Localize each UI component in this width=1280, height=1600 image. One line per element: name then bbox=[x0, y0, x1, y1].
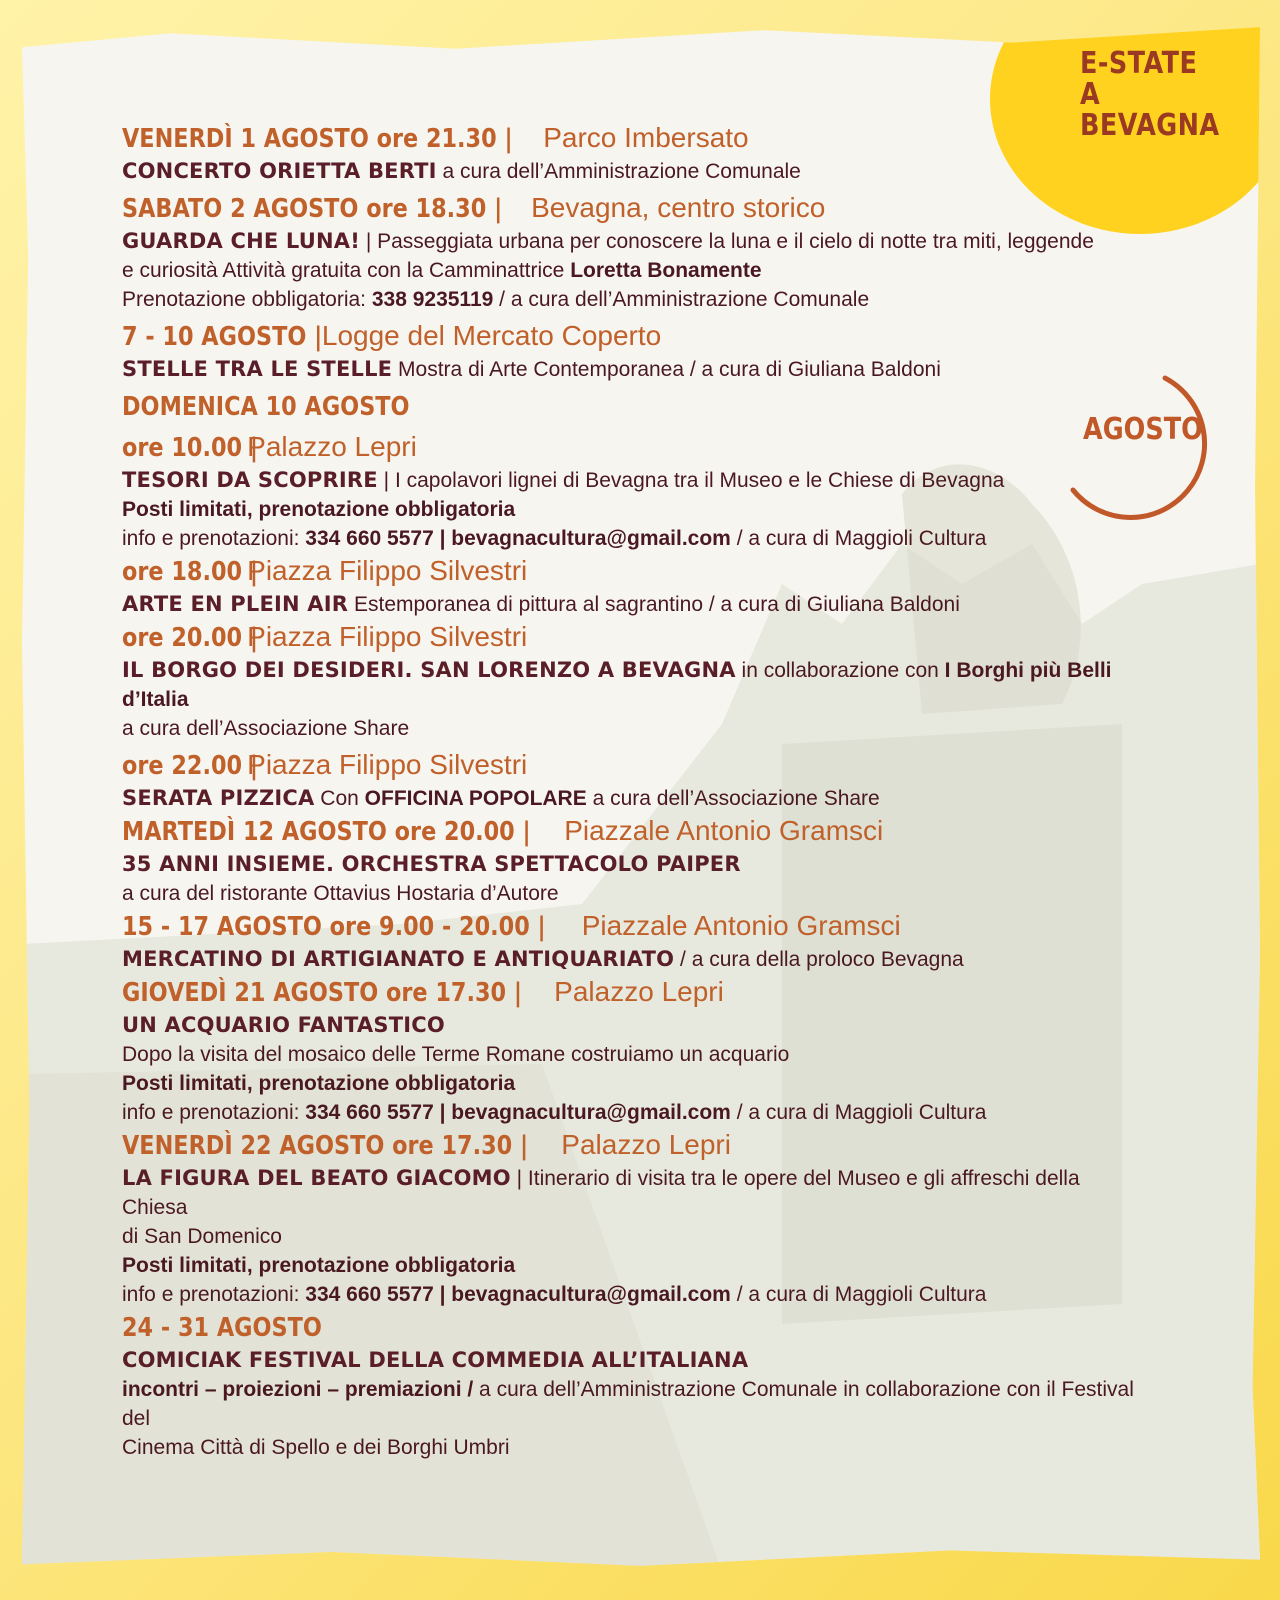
title-line-2: A BEVAGNA bbox=[1080, 77, 1220, 143]
event-details bbox=[122, 1164, 1142, 1222]
event-limited: Posti limitati, prenotazione obbligatoria bbox=[122, 1072, 516, 1095]
event-details bbox=[122, 227, 1142, 256]
event-details bbox=[122, 466, 1142, 495]
event-details bbox=[122, 1098, 1142, 1127]
event-place: Palazzo Lepri bbox=[561, 1129, 731, 1160]
event-heading bbox=[122, 120, 1142, 157]
event-description: a cura dell’Amministrazione Comunale in collaborazione con il Festival del bbox=[122, 1378, 1134, 1430]
event-title: UN ACQUARIO FANTASTICO bbox=[122, 1013, 445, 1037]
event-description: | Itinerario di visita tra le opere del Museo e gli affreschi della Chiesa bbox=[122, 1167, 1080, 1219]
event-title: LA FIGURA DEL BEATO GIACOMO bbox=[122, 1166, 511, 1190]
event-place: Parco Imbersato bbox=[543, 122, 749, 153]
event-guide: Loretta Bonamente bbox=[570, 259, 762, 282]
event-info: info e prenotazioni: bbox=[122, 1101, 306, 1124]
event-heading bbox=[122, 318, 1142, 355]
event-details bbox=[122, 850, 1142, 879]
event-heading bbox=[122, 1127, 1142, 1164]
event-credit: / a cura di Maggioli Cultura bbox=[730, 1283, 987, 1306]
event-details bbox=[122, 1346, 1142, 1375]
event-description: Estemporanea di pittura al sagrantino / a cura di Giuliana Baldoni bbox=[348, 593, 960, 616]
event-date: VENERDÌ 1 AGOSTO ore 21.30 | bbox=[122, 124, 513, 154]
event-place: Piazzale Antonio Gramsci bbox=[564, 815, 884, 846]
event-credit: a cura dell’Associazione Share bbox=[586, 787, 880, 810]
event-heading bbox=[122, 553, 1142, 590]
event-phone: 338 9235119 bbox=[371, 288, 494, 311]
event-details bbox=[122, 945, 1142, 974]
event-description: Cinema Città di Spello e dei Borghi Umbri bbox=[122, 1436, 510, 1459]
event-heading bbox=[122, 908, 1142, 945]
event-details bbox=[122, 1069, 1142, 1098]
event-date: ore 20.00 | bbox=[122, 623, 259, 653]
event-date: GIOVEDÌ 21 AGOSTO ore 17.30 | bbox=[122, 978, 523, 1008]
event-credit: a cura dell’Associazione Share bbox=[122, 717, 410, 740]
event-title: CONCERTO ORIETTA BERTI bbox=[122, 159, 437, 183]
event-credit: a cura del ristorante Ottavius Hostaria d’Autore bbox=[122, 882, 559, 905]
event-details bbox=[122, 1222, 1142, 1251]
event-date: DOMENICA 10 AGOSTO bbox=[122, 392, 410, 422]
event-details bbox=[122, 1280, 1142, 1309]
event-heading bbox=[122, 747, 1142, 784]
event-contact: 334 660 5577 | bevagnacultura@gmail.com bbox=[305, 527, 731, 550]
event-heading bbox=[122, 974, 1142, 1011]
event-heading bbox=[122, 1309, 1142, 1346]
event-heading bbox=[122, 388, 1142, 425]
event-title: TESORI DA SCOPRIRE bbox=[122, 468, 378, 492]
event-credit: / a cura dell’Amministrazione Comunale bbox=[493, 288, 870, 311]
event-description: a cura dell’Amministrazione Comunale bbox=[436, 160, 801, 183]
event-details bbox=[122, 714, 1142, 743]
event-booking: Prenotazione obbligatoria: bbox=[122, 288, 372, 311]
event-description: in collaborazione con bbox=[735, 659, 945, 682]
event-credit: / a cura di Maggioli Cultura bbox=[730, 527, 987, 550]
event-description: Mostra di Arte Contemporanea / a cura di Giuliana Baldoni bbox=[392, 358, 941, 381]
event-contact: 334 660 5577 | bevagnacultura@gmail.com bbox=[305, 1283, 731, 1306]
event-details bbox=[122, 1433, 1142, 1462]
event-place: Bevagna, centro storico bbox=[531, 192, 826, 223]
event-title: GUARDA CHE LUNA! bbox=[122, 229, 360, 253]
event-details bbox=[122, 1040, 1142, 1069]
event-details bbox=[122, 285, 1142, 314]
event-partner: I Borghi più Belli d’Italia bbox=[122, 659, 1112, 711]
event-details bbox=[122, 784, 1142, 813]
event-date: 24 - 31 AGOSTO bbox=[122, 1313, 322, 1343]
event-place: Piazza Filippo Silvestri bbox=[247, 621, 528, 652]
event-place: Palazzo Lepri bbox=[247, 431, 417, 462]
event-limited: Posti limitati, prenotazione obbligatoria bbox=[122, 498, 516, 521]
event-details bbox=[122, 495, 1142, 524]
event-place: Logge del Mercato Coperto bbox=[321, 320, 662, 351]
event-description: e curiosità Attività gratuita con la Camminattrice bbox=[122, 259, 571, 282]
event-details bbox=[122, 1011, 1142, 1040]
event-title: SERATA PIZZICA bbox=[122, 786, 315, 810]
event-description: | Passeggiata urbana per conoscere la luna e il cielo di notte tra miti, leggende bbox=[360, 230, 1094, 253]
event-date: ore 22.00 | bbox=[122, 751, 259, 781]
event-details bbox=[122, 355, 1142, 384]
event-title: MERCATINO DI ARTIGIANATO E ANTIQUARIATO bbox=[122, 947, 675, 971]
event-credit: / a cura della proloco Bevagna bbox=[674, 948, 964, 971]
event-date: SABATO 2 AGOSTO ore 18.30 | bbox=[122, 194, 503, 224]
event-credit: / a cura di Maggioli Cultura bbox=[730, 1101, 987, 1124]
event-details bbox=[122, 879, 1142, 908]
event-band: OFFICINA POPOLARE bbox=[364, 787, 587, 810]
event-date: 7 - 10 AGOSTO | bbox=[122, 322, 323, 352]
event-title: COMICIAK FESTIVAL DELLA COMMEDIA ALL’ITALIANA bbox=[122, 1348, 749, 1372]
event-date: 15 - 17 AGOSTO ore 9.00 - 20.00 | bbox=[122, 912, 546, 942]
event-title: STELLE TRA LE STELLE bbox=[122, 357, 393, 381]
event-place: Piazza Filippo Silvestri bbox=[247, 749, 528, 780]
event-title: ARTE EN PLEIN AIR bbox=[122, 592, 349, 616]
event-description: Con bbox=[314, 787, 365, 810]
event-place: Palazzo Lepri bbox=[554, 976, 724, 1007]
event-limited: Posti limitati, prenotazione obbligatoria bbox=[122, 1254, 516, 1277]
event-heading bbox=[122, 190, 1142, 227]
event-date: ore 10.00 | bbox=[122, 433, 259, 463]
event-heading bbox=[122, 813, 1142, 850]
event-place: Piazza Filippo Silvestri bbox=[247, 555, 528, 586]
event-details bbox=[122, 1375, 1142, 1433]
event-description: di San Domenico bbox=[122, 1225, 282, 1248]
event-details bbox=[122, 256, 1142, 285]
event-title: IL BORGO DEI DESIDERI. SAN LORENZO A BEVAGNA bbox=[122, 658, 736, 682]
event-info: info e prenotazioni: bbox=[122, 527, 306, 550]
event-heading bbox=[122, 429, 1142, 466]
event-title: 35 ANNI INSIEME. ORCHESTRA SPETTACOLO PAIPER bbox=[122, 852, 741, 876]
event-contact: 334 660 5577 | bevagnacultura@gmail.com bbox=[305, 1101, 731, 1124]
event-list bbox=[122, 120, 1142, 1462]
event-date: ore 18.00 | bbox=[122, 557, 259, 587]
title-line-1: E-STATE bbox=[1080, 46, 1198, 81]
event-place: Piazzale Antonio Gramsci bbox=[581, 910, 901, 941]
event-details bbox=[122, 524, 1142, 553]
event-date: VENERDÌ 22 AGOSTO ore 17.30 | bbox=[122, 1131, 529, 1161]
event-heading bbox=[122, 619, 1142, 656]
month-label: AGOSTO bbox=[1083, 412, 1203, 447]
event-lead: incontri – proiezioni – premiazioni / bbox=[122, 1378, 474, 1401]
event-description: Dopo la visita del mosaico delle Terme Romane costruiamo un acquario bbox=[122, 1043, 790, 1066]
event-date: MARTEDÌ 12 AGOSTO ore 20.00 | bbox=[122, 817, 531, 847]
event-info: info e prenotazioni: bbox=[122, 1283, 306, 1306]
event-details bbox=[122, 1251, 1142, 1280]
event-description: | I capolavori lignei di Bevagna tra il Museo e le Chiese di Bevagna bbox=[377, 469, 1005, 492]
event-details bbox=[122, 656, 1142, 714]
event-details bbox=[122, 590, 1142, 619]
event-details bbox=[122, 157, 1142, 186]
